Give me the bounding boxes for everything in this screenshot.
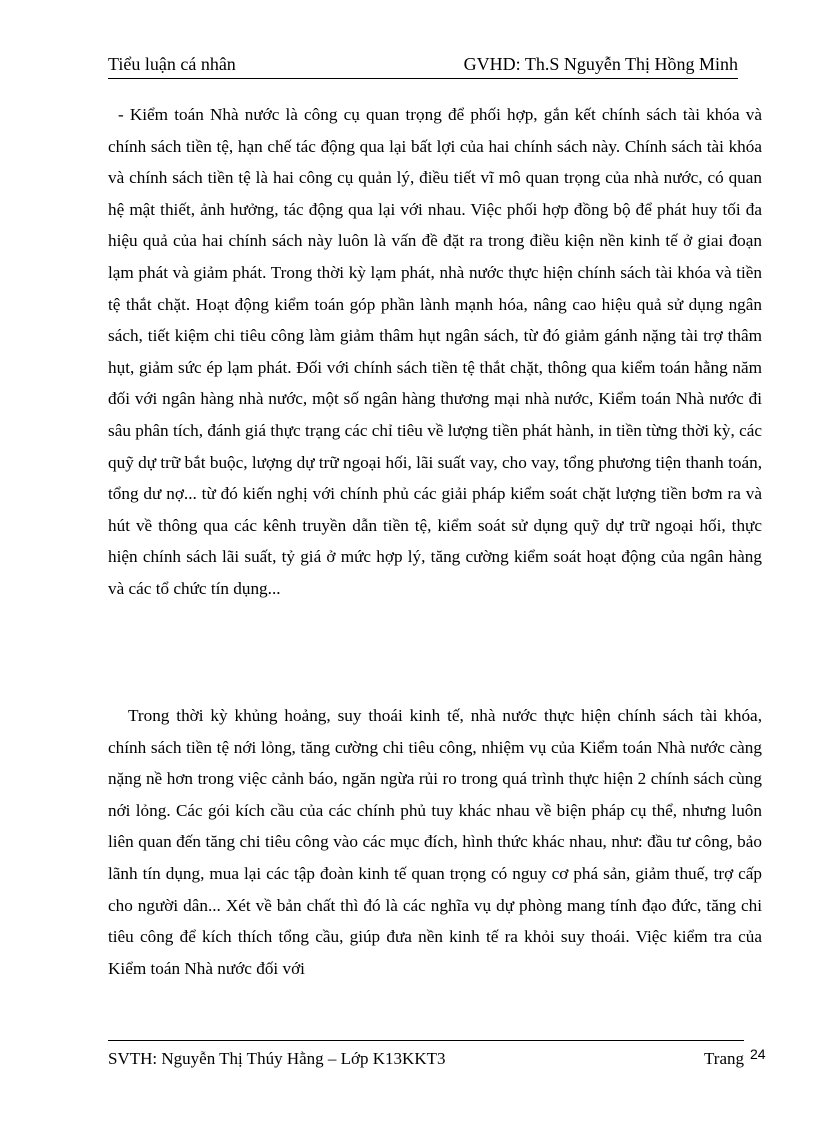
page-header: [108, 52, 738, 79]
footer-page-label: Trang: [704, 1049, 744, 1068]
footer-student-info: SVTH: Nguyễn Thị Thúy Hằng – Lớp K13KKT3: [108, 1049, 446, 1068]
body-paragraph-2: Trong thời kỳ khủng hoảng, suy thoái kinh tế, nhà nước thực hiện chính sách tài khóa, chính sách tiền tệ nới lỏng, tăng cường chi tiêu công, nhiệm vụ của Kiểm toán Nhà nước càng nặng nề hơn trong việc cảnh báo, ngăn ngừa rủi ro trong quá trình thực hiện 2 chính sách cùng nới lỏng. Các gói kích cầu của các chính phủ tuy khác nhau về biện pháp cụ thể, nhưng luôn liên quan đến tăng chi tiêu công vào các mục đích, hình thức khác nhau, như: đầu tư công, bảo lãnh tín dụng, mua lại các tập đoàn kinh tế quan trọng có nguy cơ phá sản, giảm thuế, trợ cấp cho người dân... Xét về bản chất thì đó là các nghĩa vụ dự phòng mang tính đạo đức, tăng chi tiêu công để kích thích tổng cầu, giúp đưa nền kinh tế ra khỏi suy thoái. Việc kiểm tra của Kiểm toán Nhà nước đối với: [108, 706, 762, 978]
header-supervisor: GVHD: Th.S Nguyễn Thị Hồng Minh: [463, 54, 738, 74]
body-paragraph-1: - Kiểm toán Nhà nước là công cụ quan trọng để phối hợp, gắn kết chính sách tài khóa và chính sách tiền tệ, hạn chế tác động qua lại bất lợi của hai chính sách này. Chính sách tài khóa và chính sách tiền tệ là hai công cụ quản lý, điều tiết vĩ mô quan trọng của nhà nước, có quan hệ mật thiết, ảnh hưởng, tác động qua lại với nhau. Việc phối hợp đồng bộ để phát huy tối đa hiệu quả của hai chính sách này luôn là vấn đề đặt ra trong điều kiện nền kinh tế ở giai đoạn lạm phát và giảm phát. Trong thời kỳ lạm phát, nhà nước thực hiện chính sách tài khóa và tiền tệ thắt chặt. Hoạt động kiểm toán góp phần lành mạnh hóa, nâng cao hiệu quả sử dụng ngân sách, tiết kiệm chi tiêu công làm giảm thâm hụt ngân sách, từ đó giảm gánh nặng tài trợ thâm hụt, giảm sức ép lạm phát. Đối với chính sách tiền tệ thắt chặt, thông qua kiểm toán hằng năm đối với ngân hàng nhà nước, một số ngân hàng thương mại nhà nước, Kiểm toán Nhà nước đi sâu phân tích, đánh giá thực trạng các chỉ tiêu về lượng tiền phát hành, in tiền từng thời kỳ, các quỹ dự trữ bắt buộc, lượng dự trữ ngoại hối, lãi suất vay, cho vay, tổng phương tiện thanh toán, tổng dư nợ... từ đó kiến nghị với chính phủ các giải pháp kiểm soát chặt lượng tiền bơm ra và hút về thông qua các kênh truyền dẫn tiền tệ, kiểm soát sử dụng quỹ dự trữ ngoại hối, thực hiện chính sách lãi suất, tỷ giá ở mức hợp lý, tăng cường kiểm soát hoạt động của ngân hàng và các tổ chức tín dụng...: [108, 105, 762, 598]
page-footer: [108, 1040, 744, 1075]
page-number: 24: [750, 1046, 766, 1062]
header-document-type: Tiểu luận cá nhân: [108, 54, 236, 74]
